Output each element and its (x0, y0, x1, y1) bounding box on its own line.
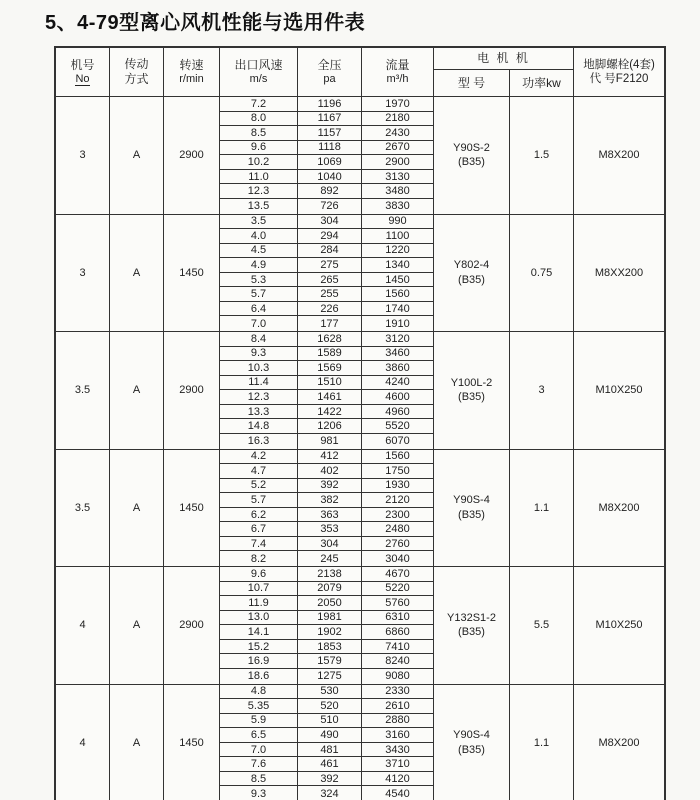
flow-value: 1750 (362, 464, 434, 479)
motor-model-text: Y100L-2 (450, 376, 493, 389)
outlet-speed-value: 7.6 (220, 757, 298, 772)
outlet-speed-value: 9.6 (220, 141, 298, 156)
outlet-speed-value: 5.2 (220, 479, 298, 494)
outlet-speed-value: 6.5 (220, 728, 298, 743)
machine-no-cell: 3 (56, 97, 110, 214)
motor-model-text: Y90S-4 (453, 494, 490, 507)
pressure-value: 392 (298, 479, 362, 494)
motor-frame-text: (B35) (458, 743, 485, 756)
flow-value: 1450 (362, 273, 434, 288)
outlet-speed-value: 5.35 (220, 699, 298, 714)
pressure-value: 1902 (298, 625, 362, 640)
flow-value: 5220 (362, 582, 434, 597)
pressure-value: 363 (298, 508, 362, 523)
machine-no-cell: 3.5 (56, 332, 110, 449)
flow-value: 2300 (362, 508, 434, 523)
header-outlet-speed-unit: m/s (249, 72, 268, 85)
outlet-speed-value: 4.2 (220, 450, 298, 465)
col-header-motor-power: 功率kw (510, 70, 574, 96)
pressure-value: 412 (298, 450, 362, 465)
pressure-value: 402 (298, 464, 362, 479)
outlet-speed-value: 5.9 (220, 714, 298, 729)
flow-value: 3460 (362, 347, 434, 362)
motor-model-cell (434, 685, 510, 800)
pressure-value: 981 (298, 434, 362, 449)
outlet-speed-value: 4.0 (220, 229, 298, 244)
flow-value: 3040 (362, 551, 434, 566)
outlet-speed-value: 8.5 (220, 126, 298, 141)
flow-value: 2880 (362, 714, 434, 729)
pressure-value: 1206 (298, 419, 362, 434)
flow-value: 1340 (362, 258, 434, 273)
flow-value: 2760 (362, 537, 434, 552)
flow-value: 1560 (362, 450, 434, 465)
outlet-speed-value: 3.5 (220, 215, 298, 230)
pressure-value: 294 (298, 229, 362, 244)
outlet-speed-value: 9.3 (220, 347, 298, 362)
pressure-value: 520 (298, 699, 362, 714)
pressure-value: 304 (298, 537, 362, 552)
pressure-value: 2138 (298, 567, 362, 582)
outlet-speed-value: 6.7 (220, 522, 298, 537)
rpm-cell: 2900 (164, 567, 220, 684)
pressure-value: 490 (298, 728, 362, 743)
outlet-speed-value: 6.4 (220, 302, 298, 317)
pressure-value: 353 (298, 522, 362, 537)
flow-value: 7410 (362, 640, 434, 655)
motor-model-text: Y132S1-2 (447, 611, 496, 624)
flow-value: 2120 (362, 493, 434, 508)
outlet-speed-value: 14.1 (220, 625, 298, 640)
flow-value: 1740 (362, 302, 434, 317)
drive-mode-cell: A (110, 567, 164, 684)
drive-mode-cell: A (110, 97, 164, 214)
outlet-speed-value: 10.3 (220, 361, 298, 376)
flow-value: 4600 (362, 390, 434, 405)
outlet-speed-value: 6.2 (220, 508, 298, 523)
outlet-speed-value: 10.7 (220, 582, 298, 597)
pressure-value: 324 (298, 786, 362, 800)
anchor-bolt-cell: M10X250 (595, 384, 643, 397)
outlet-speed-value: 16.9 (220, 654, 298, 669)
machine-no-cell: 4 (56, 567, 110, 684)
header-flow-label: 流量 (385, 57, 410, 72)
motor-frame-text: (B35) (458, 273, 485, 286)
flow-value: 2180 (362, 112, 434, 127)
motor-power-cell: 3 (510, 332, 574, 449)
flow-value: 4540 (362, 786, 434, 800)
pressure-value: 1628 (298, 332, 362, 347)
motor-power-cell: 1.1 (510, 450, 574, 567)
outlet-speed-value: 7.4 (220, 537, 298, 552)
motor-model-text: Y90S-2 (453, 141, 490, 154)
outlet-speed-value: 4.8 (220, 685, 298, 700)
motor-model-cell (434, 215, 510, 332)
flow-value: 1100 (362, 229, 434, 244)
pressure-value: 382 (298, 493, 362, 508)
motor-model-cell (434, 97, 510, 214)
outlet-speed-value: 7.0 (220, 316, 298, 331)
outlet-speed-value: 4.5 (220, 244, 298, 259)
flow-value: 2480 (362, 522, 434, 537)
pressure-value: 1422 (298, 405, 362, 420)
col-header-rpm (164, 48, 220, 96)
flow-value: 3710 (362, 757, 434, 772)
motor-power-cell: 5.5 (510, 567, 574, 684)
flow-value: 2430 (362, 126, 434, 141)
flow-value: 6860 (362, 625, 434, 640)
header-bolt-code: 代 号F2120 (589, 73, 649, 85)
motor-model-text: Y90S-4 (453, 729, 490, 742)
motor-model-cell (434, 567, 510, 684)
flow-value: 1930 (362, 479, 434, 494)
motor-model-text: Y802-4 (453, 259, 490, 272)
pressure-value: 1981 (298, 611, 362, 626)
outlet-speed-value: 15.2 (220, 640, 298, 655)
flow-value: 1910 (362, 316, 434, 331)
outlet-speed-value: 4.7 (220, 464, 298, 479)
header-machine-no-label: 机号 (70, 57, 95, 72)
pressure-value: 1167 (298, 112, 362, 127)
table-body (56, 97, 664, 800)
col-header-pressure (298, 48, 362, 96)
motor-model-cell (434, 332, 510, 449)
flow-value: 2670 (362, 141, 434, 156)
drive-mode-cell: A (110, 450, 164, 567)
anchor-bolt-cell: M8X200 (598, 501, 640, 514)
flow-value: 2610 (362, 699, 434, 714)
header-pressure-unit: pa (323, 72, 336, 85)
outlet-speed-value: 5.7 (220, 287, 298, 302)
outlet-speed-value: 13.3 (220, 405, 298, 420)
outlet-speed-value: 9.3 (220, 786, 298, 800)
motor-frame-text: (B35) (458, 156, 485, 169)
rpm-cell: 1450 (164, 685, 220, 800)
pressure-value: 481 (298, 743, 362, 758)
col-header-motor-model: 型 号 (434, 70, 510, 96)
pressure-value: 2079 (298, 582, 362, 597)
motor-power-cell: 1.5 (510, 97, 574, 214)
motor-model-cell (434, 450, 510, 567)
flow-value: 6070 (362, 434, 434, 449)
pressure-value: 1510 (298, 376, 362, 391)
col-header-drive-mode (110, 48, 164, 96)
pressure-value: 726 (298, 199, 362, 214)
pressure-value: 530 (298, 685, 362, 700)
table-header (56, 48, 664, 97)
pressure-value: 304 (298, 215, 362, 230)
col-header-motor-group: 电 机 机 (434, 48, 574, 70)
pressure-value: 265 (298, 273, 362, 288)
flow-value: 3860 (362, 361, 434, 376)
rpm-cell: 1450 (164, 450, 220, 567)
flow-value: 3160 (362, 728, 434, 743)
flow-value: 3120 (362, 332, 434, 347)
machine-no-cell: 4 (56, 685, 110, 800)
header-drive-label: 传动 (124, 57, 149, 71)
header-pressure-label: 全压 (317, 57, 342, 72)
flow-value: 6310 (362, 611, 434, 626)
outlet-speed-value: 8.2 (220, 551, 298, 566)
pressure-value: 1275 (298, 669, 362, 684)
pressure-value: 1069 (298, 155, 362, 170)
machine-no-cell: 3 (56, 215, 110, 332)
flow-value: 3130 (362, 170, 434, 185)
anchor-bolt-cell: M10X250 (595, 619, 643, 632)
outlet-speed-value: 13.5 (220, 199, 298, 214)
pressure-value: 1040 (298, 170, 362, 185)
outlet-speed-value: 7.2 (220, 97, 298, 112)
outlet-speed-value: 12.3 (220, 390, 298, 405)
outlet-speed-value: 8.4 (220, 332, 298, 347)
machine-no-cell: 3.5 (56, 450, 110, 567)
motor-power-cell: 1.1 (510, 685, 574, 800)
flow-value: 5520 (362, 419, 434, 434)
motor-frame-text: (B35) (458, 626, 485, 639)
outlet-speed-value: 5.7 (220, 493, 298, 508)
motor-frame-text: (B35) (458, 508, 485, 521)
anchor-bolt-cell: M8XX200 (594, 266, 644, 279)
outlet-speed-value: 8.5 (220, 772, 298, 787)
fan-block-4 (56, 450, 664, 568)
pressure-value: 1118 (298, 141, 362, 156)
pressure-value: 275 (298, 258, 362, 273)
header-rpm-unit: r/min (179, 72, 204, 85)
fan-block-2 (56, 215, 664, 333)
fan-block-6 (56, 685, 664, 800)
flow-value: 2900 (362, 155, 434, 170)
pressure-value: 177 (298, 316, 362, 331)
drive-mode-cell: A (110, 215, 164, 332)
drive-mode-cell: A (110, 685, 164, 800)
rpm-cell: 1450 (164, 215, 220, 332)
outlet-speed-value: 10.2 (220, 155, 298, 170)
col-header-anchor-bolt (574, 48, 664, 96)
header-outlet-speed-label: 出口风速 (234, 57, 283, 72)
flow-value: 9080 (362, 669, 434, 684)
flow-value: 3430 (362, 743, 434, 758)
flow-value: 8240 (362, 654, 434, 669)
pressure-value: 2050 (298, 596, 362, 611)
pressure-value: 1569 (298, 361, 362, 376)
flow-value: 4960 (362, 405, 434, 420)
header-flow-unit: m³/h (386, 72, 409, 85)
pressure-value: 510 (298, 714, 362, 729)
flow-value: 3480 (362, 184, 434, 199)
motor-frame-text: (B35) (458, 391, 485, 404)
outlet-speed-value: 5.3 (220, 273, 298, 288)
outlet-speed-value: 8.0 (220, 112, 298, 127)
outlet-speed-value: 11.4 (220, 376, 298, 391)
outlet-speed-value: 4.9 (220, 258, 298, 273)
flow-value: 5760 (362, 596, 434, 611)
fan-block-5 (56, 567, 664, 685)
pressure-value: 245 (298, 551, 362, 566)
pressure-value: 1461 (298, 390, 362, 405)
pressure-value: 1853 (298, 640, 362, 655)
flow-value: 1560 (362, 287, 434, 302)
pressure-value: 284 (298, 244, 362, 259)
flow-value: 4240 (362, 376, 434, 391)
pressure-value: 1589 (298, 347, 362, 362)
col-header-flow (362, 48, 434, 96)
outlet-speed-value: 11.0 (220, 170, 298, 185)
header-bolt-label: 地脚螺栓(4套) (583, 58, 655, 71)
flow-value: 1220 (362, 244, 434, 259)
flow-value: 3830 (362, 199, 434, 214)
pressure-value: 892 (298, 184, 362, 199)
flow-value: 2330 (362, 685, 434, 700)
outlet-speed-value: 11.9 (220, 596, 298, 611)
pressure-value: 461 (298, 757, 362, 772)
outlet-speed-value: 12.3 (220, 184, 298, 199)
outlet-speed-value: 13.0 (220, 611, 298, 626)
drive-mode-cell: A (110, 332, 164, 449)
col-header-outlet-speed (220, 48, 298, 96)
header-machine-no-unit: No (75, 72, 90, 85)
anchor-bolt-cell: M8X200 (598, 149, 640, 162)
flow-value: 990 (362, 215, 434, 230)
outlet-speed-value: 7.0 (220, 743, 298, 758)
col-header-machine-no (56, 48, 110, 96)
pressure-value: 1157 (298, 126, 362, 141)
rpm-cell: 2900 (164, 97, 220, 214)
header-drive-label2: 方式 (124, 72, 149, 86)
rpm-cell: 2900 (164, 332, 220, 449)
pressure-value: 1579 (298, 654, 362, 669)
pressure-value: 226 (298, 302, 362, 317)
header-rpm-label: 转速 (179, 57, 204, 72)
outlet-speed-value: 9.6 (220, 567, 298, 582)
pressure-value: 392 (298, 772, 362, 787)
flow-value: 4120 (362, 772, 434, 787)
outlet-speed-value: 16.3 (220, 434, 298, 449)
flow-value: 1970 (362, 97, 434, 112)
motor-power-cell: 0.75 (510, 215, 574, 332)
fan-block-3 (56, 332, 664, 450)
performance-table (54, 46, 666, 800)
outlet-speed-value: 18.6 (220, 669, 298, 684)
anchor-bolt-cell: M8X200 (598, 736, 640, 749)
pressure-value: 1196 (298, 97, 362, 112)
outlet-speed-value: 14.8 (220, 419, 298, 434)
pressure-value: 255 (298, 287, 362, 302)
page-title: 5、4-79型离心风机性能与选用件表 (45, 12, 366, 34)
flow-value: 4670 (362, 567, 434, 582)
fan-block-1 (56, 97, 664, 215)
